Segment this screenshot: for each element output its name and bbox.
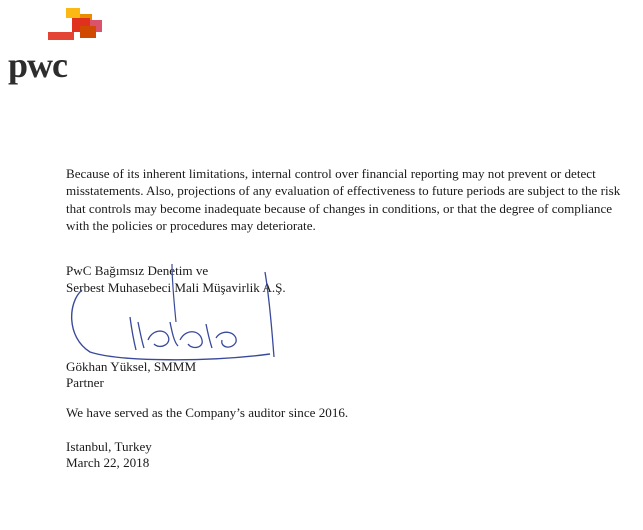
logo-block-bar	[48, 32, 74, 40]
logo-block-tangerine	[80, 26, 96, 38]
firm-name-line-1: PwC Bağımsız Denetim ve	[66, 263, 209, 278]
signatory-title: Partner	[66, 375, 104, 390]
date-text: March 22, 2018	[66, 455, 150, 470]
pwc-logo-wordmark: pwc	[8, 45, 67, 85]
pwc-logo	[8, 6, 118, 86]
limitations-paragraph: Because of its inherent limitations, internal control over financial reporting may not prevent or detect misstatements. Also, projections of any evaluation of effectiveness to future periods are subject to the risk that controls may become inadequate because of changes in conditions, or that the degree of compliance with the policies or procedures may deteriorate.	[66, 166, 621, 234]
auditor-since-text: We have served as the Company’s auditor since 2016.	[66, 405, 349, 420]
signatory-name: Gökhan Yüksel, SMMM	[66, 359, 197, 374]
firm-name-line-2: Serbest Muhasebeci Mali Müşavirlik A.Ş.	[66, 280, 286, 295]
place-text: Istanbul, Turkey	[66, 439, 152, 454]
logo-block-yellow	[66, 8, 80, 18]
